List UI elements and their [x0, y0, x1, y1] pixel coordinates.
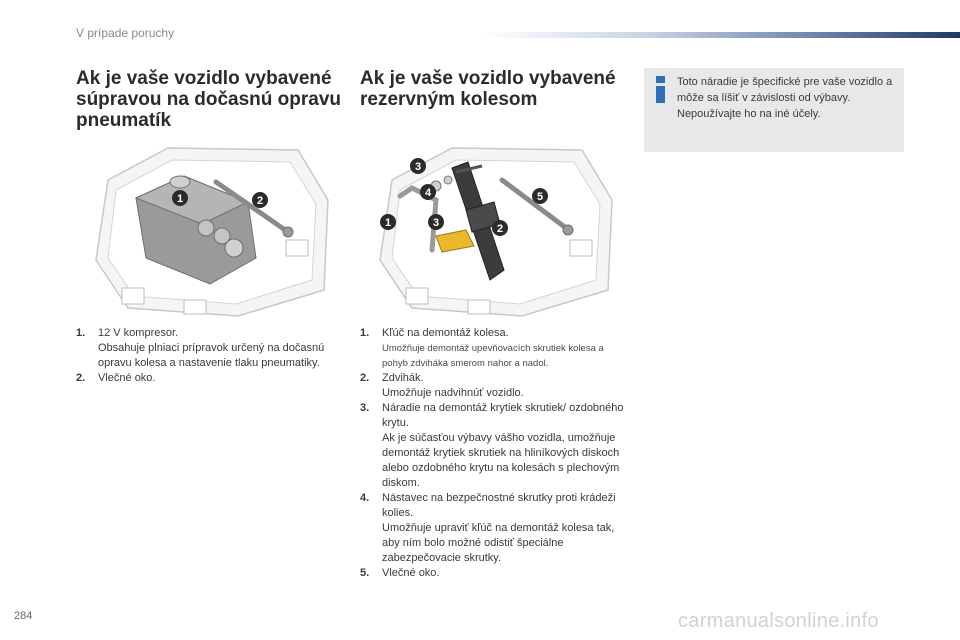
- page-number: 284: [14, 610, 33, 622]
- heading-spare-wheel: Ak je vaše vozidlo vybavené rezervným kolesom: [360, 68, 616, 110]
- callout-2-label: 2: [256, 195, 264, 207]
- item-number: 1.: [360, 327, 370, 339]
- repair-kit-list: [76, 326, 338, 386]
- item-detail: Ak je súčasťou výbavy vášho vozidla, umožňuje demontáž krytiek skrutiek na hliníkových diskoch alebo ozdobného krytu na kolesách s plechovým diskom.: [382, 432, 620, 489]
- item-text: 12 V kompresor.: [98, 327, 179, 339]
- item-detail: Umožňuje upraviť kľúč na demontáž kolesa tak, aby ním bolo možné odistiť špeciálne zabezpečovacie skrutky.: [382, 522, 615, 564]
- info-text: Toto náradie je špecifické pre vaše vozidlo a môže sa líšiť v závislosti od výbavy. Nepoužívajte ho na iné účely.: [677, 76, 893, 120]
- spare-wheel-tools-list: [360, 326, 626, 581]
- item-detail: Obsahuje plniaci prípravok určený na dočasnú opravu kolesa a nastavenie tlaku pneumatiky.: [98, 342, 325, 369]
- callout-1-label: 1: [384, 217, 392, 229]
- item-number: 2.: [360, 372, 370, 384]
- list-item: [360, 401, 626, 491]
- item-number: 2.: [76, 372, 86, 384]
- section-title: V prípade poruchy: [76, 26, 175, 40]
- item-number: 3.: [360, 402, 370, 414]
- header-gradient-bar: [480, 32, 960, 38]
- list-item: [76, 371, 338, 386]
- list-item: [360, 326, 626, 371]
- list-item: [360, 491, 626, 566]
- item-note: Umožňuje demontáž upevňovacích skrutiek kolesa a pohyb zdviháka smerom nahor a nadol.: [382, 343, 604, 369]
- item-number: 4.: [360, 492, 370, 504]
- callout-4-label: 4: [424, 187, 432, 199]
- callout-5-label: 5: [536, 191, 544, 203]
- watermark: carmanualsonline.info: [678, 610, 879, 632]
- repair-kit-illustration: [88, 140, 338, 318]
- item-detail: Umožňuje nadvihnúť vozidlo.: [382, 387, 524, 399]
- item-text: Kľúč na demontáž kolesa.: [382, 327, 509, 339]
- callout-3-label: 3: [432, 217, 440, 229]
- item-text: Vlečné oko.: [382, 567, 440, 579]
- info-icon: [656, 76, 666, 102]
- item-number: 5.: [360, 567, 370, 579]
- callout-2-label: 2: [496, 223, 504, 235]
- callout-3-top-label: 3: [414, 161, 422, 173]
- list-item: [76, 326, 338, 371]
- item-number: 1.: [76, 327, 86, 339]
- info-box: [644, 68, 904, 152]
- item-text: Náradie na demontáž krytiek skrutiek/ ozdobného krytu.: [382, 402, 624, 429]
- item-text: Vlečné oko.: [98, 372, 156, 384]
- list-item: [360, 371, 626, 401]
- spare-wheel-tools-illustration: [372, 140, 622, 318]
- item-text: Zdvihák.: [382, 372, 424, 384]
- item-text: Nástavec na bezpečnostné skrutky proti krádeži kolies.: [382, 492, 616, 519]
- callout-1-label: 1: [176, 193, 184, 205]
- list-item: [360, 566, 626, 581]
- heading-repair-kit: Ak je vaše vozidlo vybavené súpravou na dočasnú opravu pneumatík: [76, 68, 341, 131]
